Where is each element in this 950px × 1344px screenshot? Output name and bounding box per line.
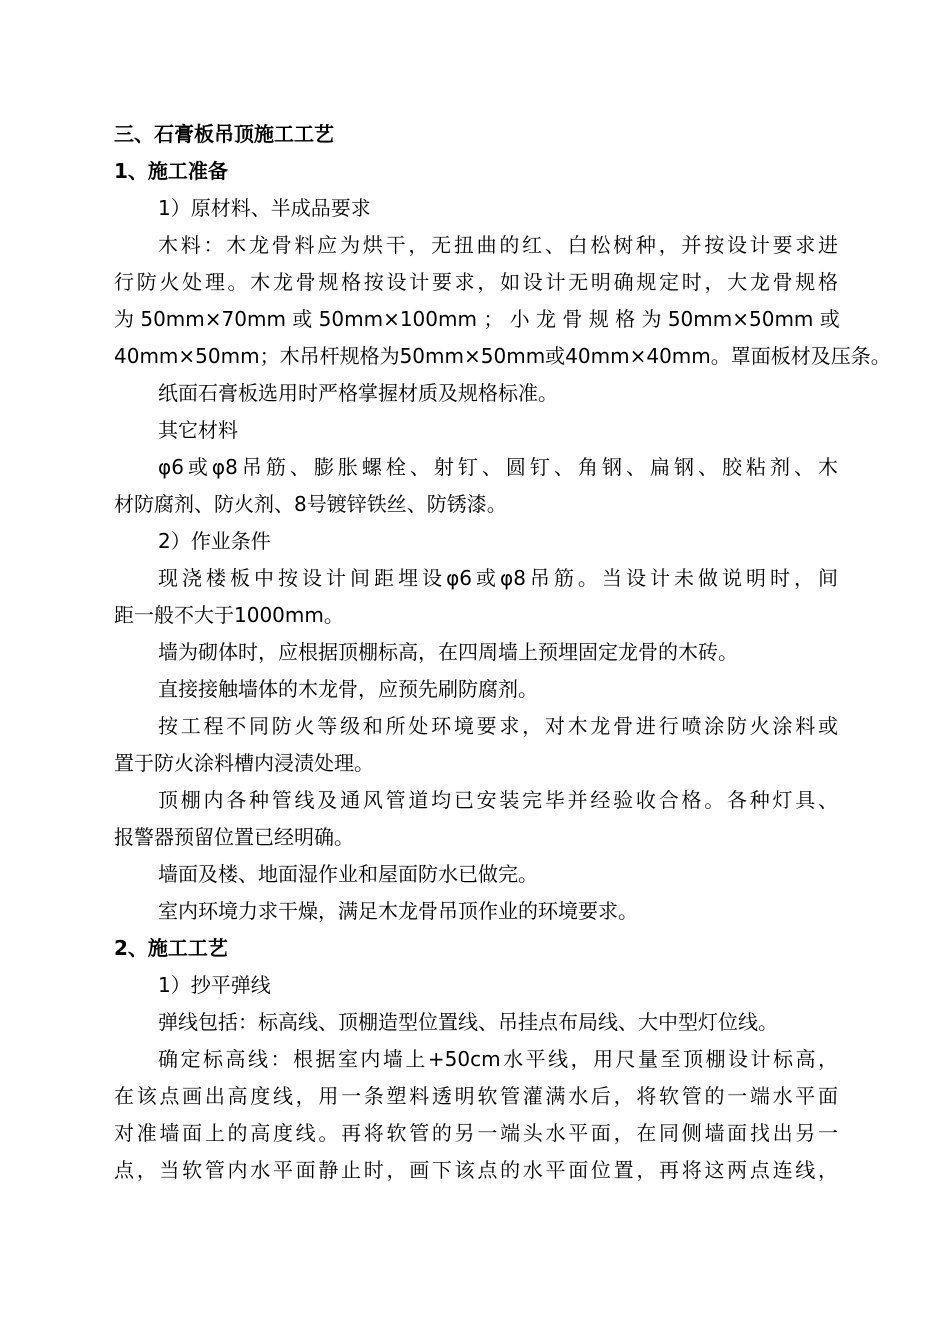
paragraph-condition-1-line-2: 距一般不大于1000mm。 (114, 603, 344, 627)
paragraph-wood-line-2: 行防火处理。木龙骨规格按设计要求，如设计无明确规定时，大龙骨规格 (114, 270, 838, 294)
paragraph-wood-line-4: 40mm×50mm；木吊杆规格为50mm×50mm或40mm×40mm。罩面板材及压条。 (114, 344, 891, 368)
paragraph-level-line-4: 点，当软管内水平面静止时，画下该点的水平面位置，再将这两点连线， (114, 1158, 838, 1182)
paragraph-condition-2: 墙为砌体时，应根据顶棚标高，在四周墙上预埋固定龙骨的木砖。 (158, 640, 738, 664)
paragraph-level-line-3: 对准墙面上的高度线。再将软管的另一端头水平面，在同侧墙面找出另一 (114, 1121, 838, 1145)
paragraph-snap-lines: 弹线包括：标高线、顶棚造型位置线、吊挂点布局线、大中型灯位线。 (158, 1010, 778, 1034)
item-leveling-heading: 1）抄平弹线 (158, 973, 271, 997)
paragraph-condition-5-line-2: 报警器预留位置已经明确。 (114, 825, 354, 849)
item-materials-heading: 1）原材料、半成品要求 (158, 196, 371, 220)
paragraph-wood-line-3: 为 50mm×70mm 或 50mm×100mm ； 小 龙 骨 规 格 为 50mm×50mm 或 (114, 307, 840, 331)
paragraph-wood-line-1: 木料：木龙骨料应为烘干，无扭曲的红、白松树种，并按设计要求进 (158, 233, 838, 257)
subsection-title-preparation: 1、施工准备 (114, 159, 228, 183)
section-title: 三、石膏板吊顶施工工艺 (114, 122, 334, 146)
paragraph-condition-4-line-1: 按工程不同防火等级和所处环境要求，对木龙骨进行喷涂防火涂料或 (158, 714, 838, 738)
paragraph-condition-3: 直接接触墙体的木龙骨，应预先刷防腐剂。 (158, 677, 538, 701)
paragraph-condition-4-line-2: 置于防火涂料槽内浸渍处理。 (114, 751, 374, 775)
other-materials-heading: 其它材料 (158, 418, 238, 442)
item-conditions-heading: 2）作业条件 (158, 529, 271, 553)
subsection-title-process: 2、施工工艺 (114, 936, 228, 960)
paragraph-condition-6: 墙面及楼、地面湿作业和屋面防水已做完。 (158, 862, 538, 886)
paragraph-condition-7: 室内环境力求干燥，满足木龙骨吊顶作业的环境要求。 (158, 899, 638, 923)
paragraph-condition-5-line-1: 顶棚内各种管线及通风管道均已安装完毕并经验收合格。各种灯具、 (158, 788, 838, 812)
paragraph-other-materials-line-2: 材防腐剂、防火剂、8号镀锌铁丝、防锈漆。 (114, 492, 507, 516)
paragraph-other-materials-line-1: φ6或φ8吊筋、膨胀螺栓、射钉、圆钉、角钢、扁钢、胶粘剂、木 (158, 455, 838, 479)
paragraph-level-line-1: 确定标高线：根据室内墙上+50cm水平线，用尺量至顶棚设计标高， (158, 1047, 838, 1071)
document-page (114, 116, 891, 1189)
paragraph-level-line-2: 在该点画出高度线，用一条塑料透明软管灌满水后，将软管的一端水平面 (114, 1084, 838, 1108)
paragraph-condition-1-line-1: 现浇楼板中按设计间距埋设φ6或φ8吊筋。当设计未做说明时，间 (158, 566, 838, 590)
paragraph-gypsum: 纸面石膏板选用时严格掌握材质及规格标准。 (158, 381, 558, 405)
